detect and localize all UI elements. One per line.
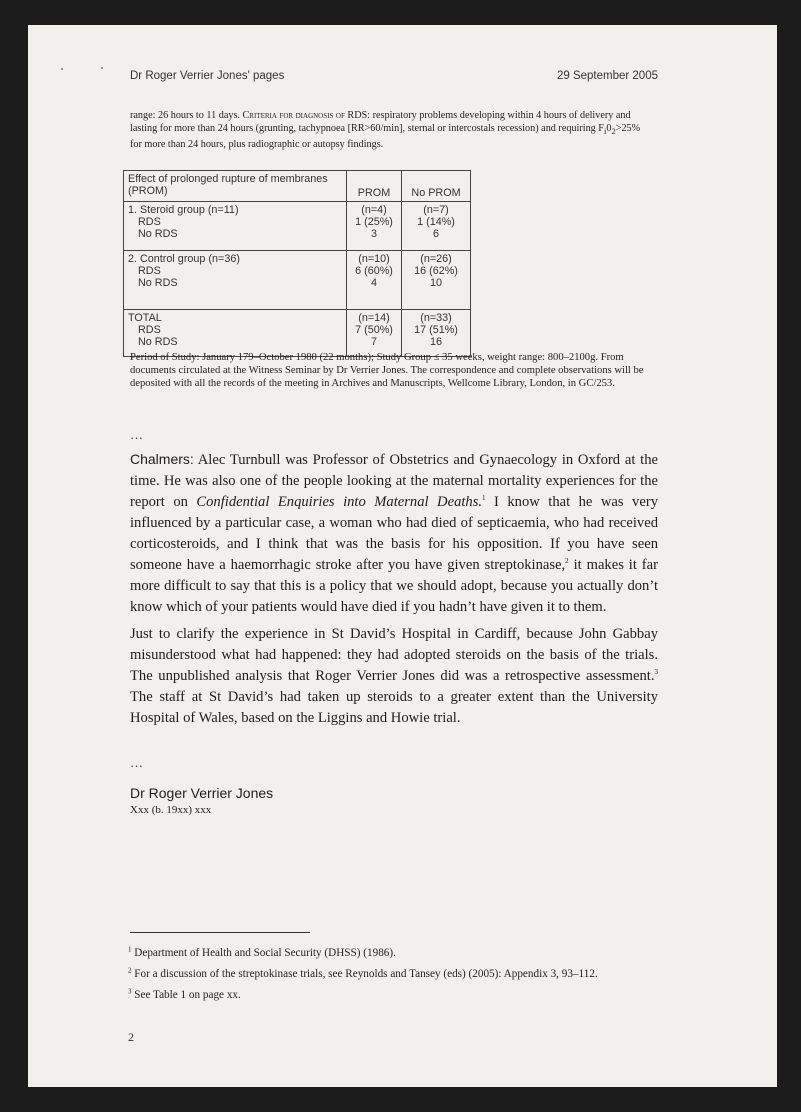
paragraph	[130, 449, 658, 618]
transcript-body	[130, 449, 658, 735]
section-subheading: Xxx (b. 19xx) xxx	[130, 804, 212, 816]
footnote-number: 3	[128, 987, 132, 996]
footnote-number: 2	[128, 966, 132, 975]
value: 16	[429, 336, 442, 348]
footnote-marker: 3	[654, 668, 658, 677]
sub-label: No RDS	[138, 336, 178, 348]
intro-note	[130, 109, 653, 151]
paragraph	[130, 624, 658, 729]
value: 1 (14%)	[417, 216, 455, 228]
ellipsis: …	[130, 755, 143, 770]
paragraph-text: I know that he was very influenced by a particular case, a woman who had died of septicaemia, who had received corticosteroids, and I think that was the basis for his opposition. If you have seen someone have a haemorrhagic stroke after you have given streptokinase,	[130, 494, 658, 573]
footnotes	[128, 943, 688, 1006]
row-label-cell	[124, 310, 347, 357]
value: (n=14)	[358, 312, 390, 324]
section-heading: Dr Roger Verrier Jones	[130, 785, 274, 801]
group-label: 2. Control group (n=36)	[128, 253, 240, 265]
intro-text: range: 26 hours to 11 days.	[130, 110, 243, 121]
sub-label: No RDS	[138, 277, 178, 289]
intro-text: >25% for more than 24 hours, plus radiographic or autopsy findings.	[130, 123, 641, 151]
value: 6	[432, 228, 439, 240]
value: 4	[370, 277, 377, 289]
header-date: 29 September 2005	[556, 70, 658, 82]
footnote	[128, 964, 688, 985]
group-label: TOTAL	[128, 312, 162, 324]
footnote	[128, 943, 688, 964]
sub-label: RDS	[138, 216, 161, 228]
ellipsis: …	[130, 427, 143, 442]
footnote-text: See Table 1 on page xx.	[131, 989, 241, 1001]
paragraph-text: The staff at St David’s had taken up steroids to a greater extent than the University Hospital of Wales, based on the Liggins and Howie trial.	[130, 689, 658, 726]
footnote	[128, 985, 688, 1006]
value: 3	[370, 228, 377, 240]
speck-mark	[61, 68, 63, 70]
document-page	[28, 25, 777, 1087]
speaker-name: Chalmers:	[130, 451, 194, 467]
prom-table	[123, 170, 471, 357]
sub-label: No RDS	[138, 228, 178, 240]
value: 1 (25%)	[355, 216, 393, 228]
footnote-text: Department of Health and Social Security (DHSS) (1986).	[131, 947, 396, 959]
footnote-text: For a discussion of the streptokinase trials, see Reynolds and Tansey (eds) (2005): Appendix 3, 93–112.	[131, 968, 598, 980]
page-number: 2	[128, 1030, 134, 1044]
table-note: Period of Study: January 179–October 1980 (22 months); Study Group ≤ 35 weeks, weight range: 800–2100g. From documents circulated at the Witness Seminar by Dr Verrier Jones. The correspondence and complete observations will be deposited with all the records of the meeting in Archives and Manuscripts, Wellcome Library, London, in GC/253.	[130, 352, 644, 389]
value: 6 (60%)	[355, 265, 393, 277]
footnote-marker: 2	[565, 557, 569, 566]
column-header-prom: PROM	[347, 171, 402, 202]
table-header-row	[124, 171, 471, 202]
speck-mark	[101, 67, 103, 69]
criteria-label: Criteria for diagnosis of RDS:	[242, 110, 371, 121]
value: (n=7)	[423, 204, 449, 216]
value: (n=10)	[358, 253, 390, 265]
table-row	[124, 310, 471, 357]
value-cell	[347, 202, 402, 251]
sub-label: RDS	[138, 265, 161, 277]
table-title-cell: Effect of prolonged rupture of membranes (PROM)	[124, 171, 347, 202]
paragraph-text: it makes it far more difficult to say that this is a policy that we should adopt, because you actually don’t know which of your patients would have died if you hadn’t have given it to them.	[130, 557, 658, 615]
running-header	[130, 70, 658, 82]
value-cell	[402, 251, 471, 310]
value-cell	[347, 251, 402, 310]
group-label: 1. Steroid group (n=11)	[128, 204, 239, 216]
intro-text: 0	[606, 123, 612, 134]
paragraph-text: Alec Turnbull was Professor of Obstetrics and Gynaecology in Oxford at the time. He was also one of the people looking at the maternal mortality experiences for the report on	[130, 452, 658, 510]
value: (n=26)	[420, 253, 452, 265]
table-row	[124, 202, 471, 251]
value: 7 (50%)	[355, 324, 393, 336]
table-row	[124, 251, 471, 310]
row-label-cell	[124, 251, 347, 310]
value: (n=4)	[361, 204, 387, 216]
paragraph-text: Just to clarify the experience in St David’s Hospital in Cardiff, because John Gabbay misunderstood what had happened: they had adopted steroids on the basis of the trials. The unpublished analysis that Roger Verrier Jones did was a retrospective assessment.	[130, 626, 658, 684]
sub-label: RDS	[138, 324, 161, 336]
value-cell	[347, 310, 402, 357]
value: 17 (51%)	[414, 324, 458, 336]
value: (n=33)	[420, 312, 452, 324]
column-header-no-prom: No PROM	[402, 171, 471, 202]
intro-text: respiratory problems developing within 4 hours of delivery and lasting for more than 24 hours (grunting, tachypnoea [RR>60/min], sternal or intercostals recession) and requiring F	[130, 110, 631, 134]
footnote-rule	[130, 932, 310, 933]
footnote-marker: 1	[482, 494, 486, 503]
header-title: Dr Roger Verrier Jones' pages	[130, 70, 285, 82]
subscript: 2	[611, 126, 616, 137]
value: 16 (62%)	[414, 265, 458, 277]
row-label-cell	[124, 202, 347, 251]
value: 7	[370, 336, 377, 348]
value-cell	[402, 202, 471, 251]
value-cell	[402, 310, 471, 357]
subscript: i	[603, 126, 607, 137]
report-title: Confidential Enquiries into Maternal Deaths.	[196, 494, 483, 510]
value: 10	[429, 277, 442, 289]
footnote-number: 1	[128, 945, 132, 954]
